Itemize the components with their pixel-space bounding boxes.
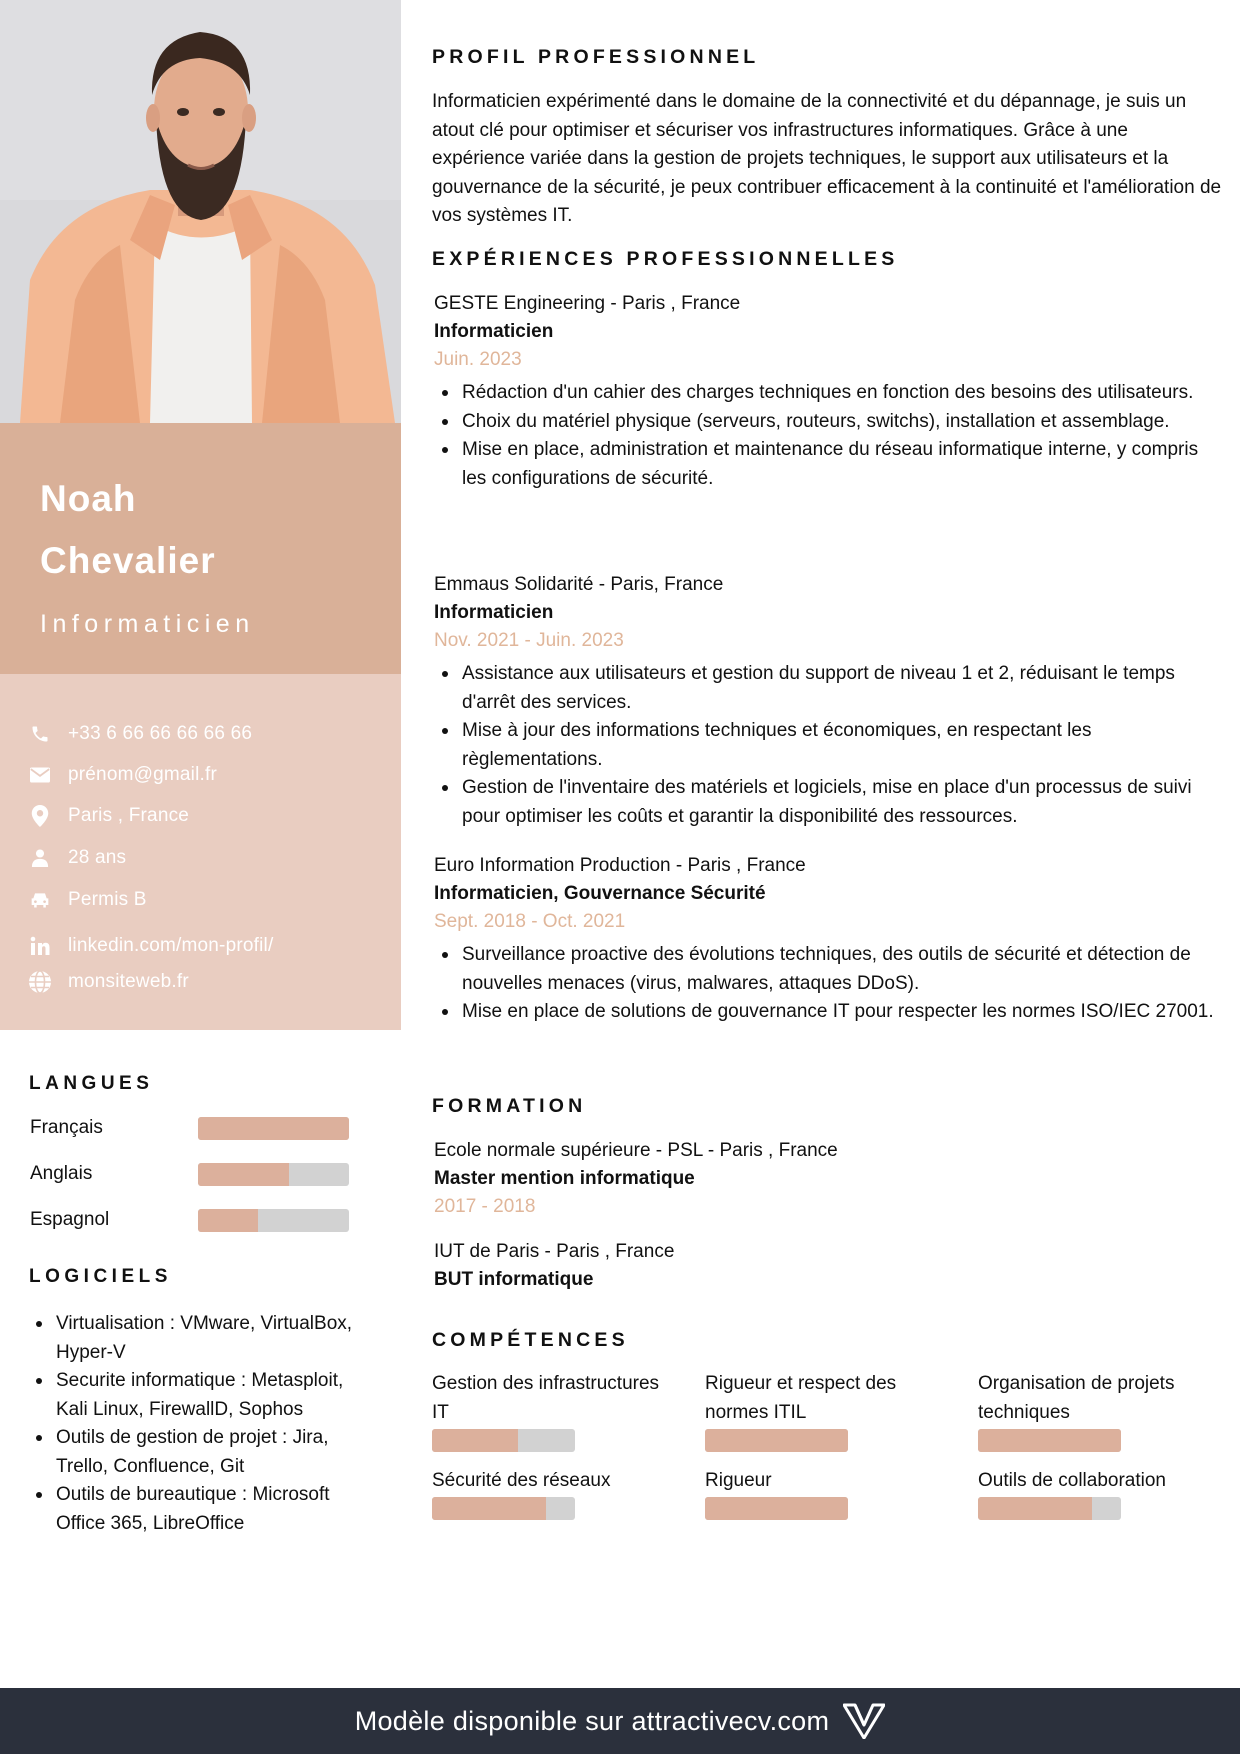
job-bullet: Assistance aux utilisateurs et gestion du support de niveau 1 et 2, réduisant le temps d'arrêt des services. [434, 660, 1222, 717]
phone-icon [28, 722, 52, 746]
job-bullets [434, 379, 1222, 493]
job-bullets [434, 941, 1222, 1027]
job-bullet: Mise en place, administration et maintenance du réseau informatique interne, y compris les configurations de sécurité. [434, 436, 1222, 493]
job-bullets [434, 660, 1222, 831]
language-level-bar [198, 1209, 349, 1232]
attractivecv-logo-icon [843, 1703, 885, 1739]
skills-title: COMPÉTENCES [432, 1329, 629, 1351]
education-title: FORMATION [432, 1095, 587, 1117]
contact-phone[interactable] [28, 720, 252, 748]
job-role: Informaticien [434, 321, 554, 342]
job-title: Informaticien [40, 610, 255, 638]
software-item: Virtualisation : VMware, VirtualBox, Hyper-V [30, 1310, 380, 1367]
languages-title: LANGUES [29, 1073, 154, 1094]
contact-panel [0, 674, 401, 1030]
left-column [0, 0, 401, 1688]
email-icon [28, 763, 52, 787]
language-level-fill [198, 1117, 349, 1140]
education-degree: BUT informatique [434, 1269, 594, 1290]
software-item: Outils de gestion de projet : Jira, Trello, Confluence, Git [30, 1424, 380, 1481]
contact-linkedin[interactable] [28, 932, 273, 960]
skill-item [978, 1369, 1218, 1452]
language-row [30, 1115, 350, 1141]
name-banner [0, 423, 401, 674]
skill-label: Sécurité des réseaux [432, 1470, 611, 1491]
skill-label: Organisation de projets techniques [978, 1373, 1175, 1423]
experience-title: EXPÉRIENCES PROFESSIONNELLES [432, 248, 899, 270]
summary-text: Informaticien expérimenté dans le domaine de la connectivité et du dépannage, je suis un atout clé pour optimiser et sécuriser vos infrastructures informatiques. Grâce à une expérience variée dans la gestion de projets techniques, le support aux utilisateurs et la gouvernance de la sécurité, je peux contribuer efficacement à la continuité et l'amélioration de vos systèmes IT. [432, 91, 1222, 226]
summary-title: PROFIL PROFESSIONNEL [432, 46, 760, 68]
location-text: Paris , France [68, 805, 190, 826]
education-school: Ecole normale supérieure - PSL - Paris , France [434, 1140, 838, 1161]
location-icon [28, 804, 52, 828]
person-icon [28, 846, 52, 870]
skill-level-bar [432, 1497, 575, 1520]
job-bullet: Choix du matériel physique (serveurs, routeurs, switchs), installation et assemblage. [434, 408, 1222, 437]
skill-item [705, 1369, 945, 1452]
age-text: 28 ans [68, 847, 127, 868]
language-level-fill [198, 1163, 289, 1186]
experience-entry [434, 290, 1222, 493]
language-name: Anglais [30, 1163, 93, 1184]
skill-level-fill [978, 1497, 1092, 1520]
language-name: Espagnol [30, 1209, 110, 1230]
language-level-bar [198, 1163, 349, 1186]
skill-level-bar [705, 1497, 848, 1520]
education-school: IUT de Paris - Paris , France [434, 1241, 675, 1262]
skill-level-fill [705, 1497, 848, 1520]
job-company: Euro Information Production - Paris , France [434, 855, 806, 876]
phone-text: +33 6 66 66 66 66 66 [68, 723, 253, 744]
education-entry [434, 1238, 1222, 1294]
skill-label: Rigueur et respect des normes ITIL [705, 1373, 897, 1423]
footer-text: Modèle disponible sur attractivecv.com [354, 1705, 830, 1736]
job-bullet: Mise à jour des informations techniques et économiques, en respectant les règlementations. [434, 717, 1222, 774]
software-item: Outils de bureautique : Microsoft Office 365, LibreOffice [30, 1481, 380, 1538]
job-company: Emmaus Solidarité - Paris, France [434, 574, 724, 595]
job-dates: Nov. 2021 - Juin. 2023 [434, 630, 624, 651]
language-name: Français [30, 1117, 103, 1138]
job-role: Informaticien, Gouvernance Sécurité [434, 883, 766, 904]
language-level-bar [198, 1117, 349, 1140]
first-name: Noah [40, 478, 137, 519]
education-dates: 2017 - 2018 [434, 1196, 536, 1217]
last-name: Chevalier [40, 540, 216, 581]
experience-entry [434, 571, 1222, 831]
skill-level-fill [705, 1429, 848, 1452]
language-level-fill [198, 1209, 258, 1232]
experience-entry [434, 852, 1222, 1027]
job-bullet: Mise en place de solutions de gouvernance IT pour respecter les normes ISO/IEC 27001. [434, 998, 1222, 1027]
job-role: Informaticien [434, 602, 554, 623]
skill-item [978, 1466, 1218, 1520]
skill-level-fill [432, 1497, 546, 1520]
contact-age [28, 844, 126, 872]
profile-photo [0, 0, 401, 423]
skill-level-fill [432, 1429, 518, 1452]
skill-label: Outils de collaboration [978, 1470, 1166, 1491]
skill-level-bar [978, 1429, 1121, 1452]
skill-level-bar [978, 1497, 1121, 1520]
skill-level-fill [978, 1429, 1121, 1452]
footer-banner[interactable] [0, 1688, 1240, 1754]
website-text: monsiteweb.fr [68, 971, 189, 992]
profile-photo-illustration [0, 0, 401, 423]
software-item: Securite informatique : Metasploit, Kali Linux, FirewallD, Sophos [30, 1367, 380, 1424]
job-bullet: Gestion de l'inventaire des matériels et logiciels, mise en place d'un processus de suivi pour optimiser les coûts et garantir la disponibilité des ressources. [434, 774, 1222, 831]
skill-item [705, 1466, 945, 1520]
linkedin-text: linkedin.com/mon-profil/ [68, 935, 274, 956]
contact-email[interactable] [28, 761, 217, 789]
job-company: GESTE Engineering - Paris , France [434, 293, 741, 314]
contact-license [28, 886, 147, 914]
contact-location [28, 802, 189, 830]
skill-label: Gestion des infrastructures IT [432, 1373, 660, 1423]
job-dates: Juin. 2023 [434, 349, 522, 370]
skill-item [432, 1466, 672, 1520]
skill-level-bar [432, 1429, 575, 1452]
language-row [30, 1207, 350, 1233]
skill-level-bar [705, 1429, 848, 1452]
job-bullet: Surveillance proactive des évolutions techniques, des outils de sécurité et détection de nouvelles menaces (virus, malwares, attaques DDoS). [434, 941, 1222, 998]
contact-website[interactable] [28, 968, 189, 996]
skill-item [432, 1369, 672, 1452]
globe-icon [28, 970, 52, 994]
software-title: LOGICIELS [29, 1266, 172, 1287]
education-entry [434, 1137, 1222, 1221]
linkedin-icon [28, 934, 52, 958]
education-degree: Master mention informatique [434, 1168, 695, 1189]
job-bullet: Rédaction d'un cahier des charges techniques en fonction des besoins des utilisateurs. [434, 379, 1222, 408]
language-row [30, 1161, 350, 1187]
license-text: Permis B [68, 889, 147, 910]
skill-label: Rigueur [705, 1470, 772, 1491]
email-text: prénom@gmail.fr [68, 764, 217, 785]
car-icon [28, 888, 52, 912]
job-dates: Sept. 2018 - Oct. 2021 [434, 911, 626, 932]
software-list [30, 1310, 380, 1538]
